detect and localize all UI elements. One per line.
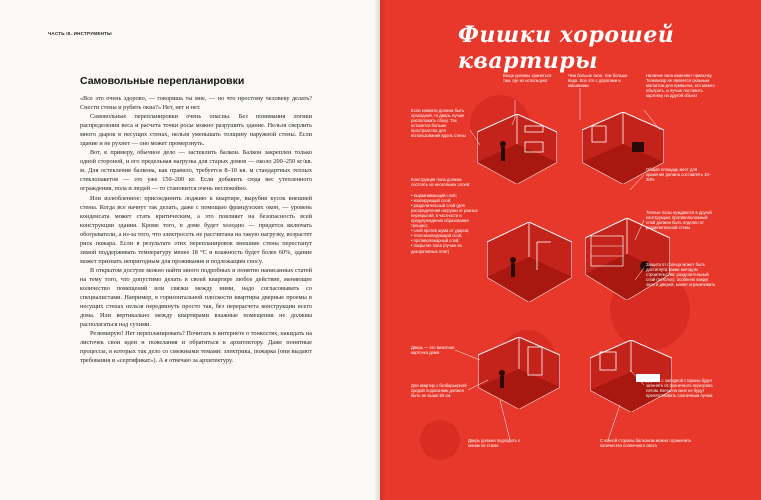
left-page: [0, 0, 380, 500]
annotation-door: Дверь — это визитная карточка дома: [411, 345, 455, 356]
paragraph: Вот, к примеру, обычное дело — застеклить балкон. Балкон закреплен только одной стороной, и его предельная нагрузка для старых домов — около 200–250 кг/кв. м. Для остекления балкона, как правило, требуется 8–10 кв. м стандартных теплых стеклопакетов — это уже 150–200 кг. Если добавить сюда вес утепленного ограждения, пола и людей — то становится очень неспокойно.: [80, 149, 312, 193]
paragraph: Самовольные перепланировки очень опасны. Без понимания логики распределения веса и расчета точки росы можно разрушить здание. Нельзя сверлить много дырок в несущих стенах, нельзя уменьшать толщину наружной стены. Если здание и не рухнет — оно может промерзнуть.: [80, 113, 312, 148]
list-item: • изолирующий слой;: [411, 198, 452, 204]
running-head: ЧАСТЬ III. ИНСТРУМЕНТЫ: [48, 31, 112, 36]
annotation-west-tree: Дерево с западной стороны будет затенять от солнечного перегрева летом. Ветки на окне не будут препятствовать солнечным лучам: [646, 378, 713, 399]
annotation-south-balcony: С южной стороны балконом можно ограничить количество солнечного света: [600, 438, 692, 449]
annotation-things: Вещи должны храниться там, где их используют: [503, 73, 552, 84]
annotation-kids: Для квартир с безбарьерной средой подоконник должен быть не выше 80 см: [411, 383, 467, 399]
annotation-windows: Чем больше окон, тем больше вида. Все это с дорогами и машинами: [568, 73, 628, 89]
list-item: • слой против шума от ударов;: [411, 228, 470, 234]
paragraph: Резюмирую! Нет перепланировать? Почитать в интернете о тонкостях, накидать на листочек свои идеи и пожелания и обратиться к архитектору. Даже понятные процессы, в которых так дело со смежными темами: электрика, пожарка (они выдают требования и «сертификат»). А я отвечаю за архитектуру.: [80, 330, 312, 365]
paragraph: В открытом доступе можно найти много подробных и понятно написанных статей на тему того, что допустимо делать в своей квартире любое действие, меняющее количество помещений или связки между ними, надо согласовывать со специалистами. Например, в горизонтальной плоскости квартиры дверные проемы в несущих стенах нельзя передвинуть просто так, без перерасчета конструкции всего дома. Или вертикально между квартирами влажные помещения не должны располагаться над сухими.: [80, 266, 312, 329]
annotation-sun: Защита от солнца может быть достигнута также методом строительства: разделительный слой (потолок), особенно вокруг окон и дверей, может ограничивать: [646, 262, 716, 288]
annotation-ceiling: Общая площадь мест для хранения должна составлять 10–30%: [646, 167, 712, 183]
annotation-storage: Если комната должна быть проходной, то дверь лучше расположить сбоку. Так останется больше пространства для использования вдоль стены: [411, 108, 466, 139]
paragraph: Или излюбленное: присоединить лоджию к квартире, вырубив кусок внешней стены. Когда все начнут так делать, даже с помощью французских окон, — уровень конденсата может стать критическим, а это повлияет на безопасность всей конструкции здания. Кроме того, в доме будет холодно — придется включать обогреватели, а из-за того, что электросеть не рассчитана на такую нагрузку, возрастет риск пожара. Если в результате этих перепланировок внешние стены перестанут зимой поддерживать температуру менее 18 °С и влажность будет более 60%, здание может признать непригодным для проживания и подлежащим сносу.: [80, 194, 312, 265]
floor-construction-title: Конструкция пола должна состоять из нескольких слоев:: [411, 177, 471, 188]
body-text: [80, 94, 312, 365]
annotation-door-style: Дверь должна подходить к окнам по стилю: [468, 438, 520, 449]
annotation-walls: Теплые полы нуждаются в другой конструкции: противоположный слой должен быть отделен от разделительной стены: [646, 210, 712, 231]
section-title: Самовольные перепланировки: [80, 75, 245, 87]
annotation-tv: Наличие окна изменяет привычку. Телевизор не является сильным магнитом для привычки, его можно обыграть, а лучше поставить картинку на другой объект: [646, 73, 715, 99]
list-item: • теплоизолирующий слой;: [411, 233, 463, 239]
paragraph: «Все это очень здорово, — говоришь ты мне, — но что простому человеку делать? Снести стены и рубить окна?» Нет, нет и нет.: [80, 95, 312, 112]
infographic-title: Фишки хорошей квартиры: [458, 22, 675, 74]
list-item: • выравнивающий слой;: [411, 193, 457, 198]
list-item: • противопожарный слой;: [411, 238, 460, 244]
leader-lines: [380, 0, 761, 500]
list-item: • покрытие пола (лучше из декоративных плит): [411, 243, 462, 254]
list-item: • разделительный слой (для распределения нагрузки от разных перекрытий, в частности и предупреждения образования трещин);: [411, 203, 478, 229]
